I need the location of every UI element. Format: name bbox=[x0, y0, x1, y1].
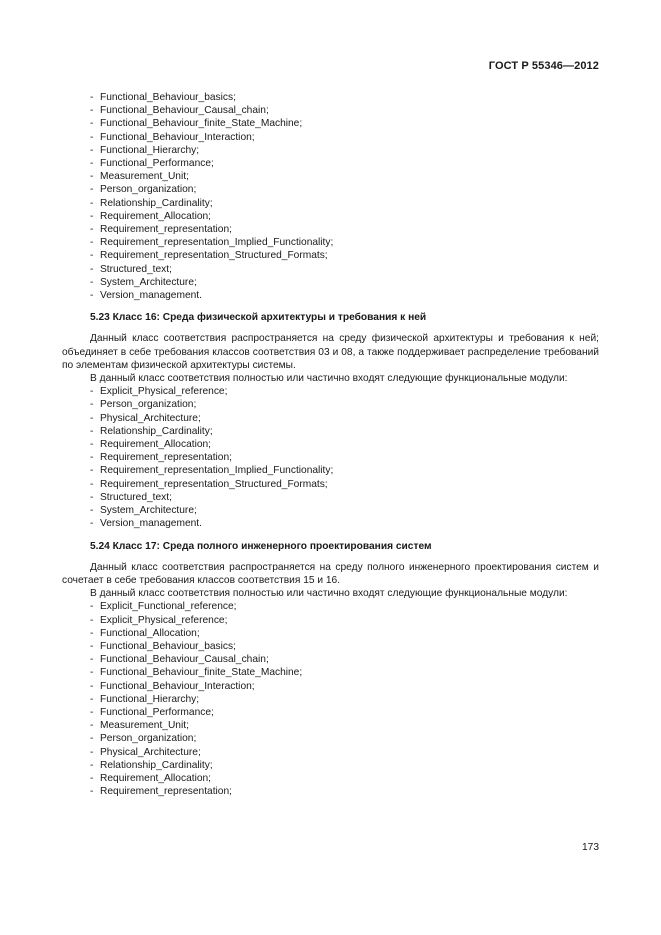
list-item: - System_Architecture; bbox=[90, 276, 599, 289]
list-item: - Functional_Behaviour_finite_State_Machine; bbox=[90, 117, 599, 130]
list-item: - Measurement_Unit; bbox=[90, 719, 599, 732]
list-item: - Requirement_representation_Implied_Functionality; bbox=[90, 464, 599, 477]
list-item: - Functional_Performance; bbox=[90, 157, 599, 170]
module-list-continued bbox=[62, 91, 599, 302]
list-item: - Functional_Behaviour_basics; bbox=[90, 640, 599, 653]
section-5-24-paragraph-2: В данный класс соответствия полностью или частично входят следующие функциональные модули: bbox=[90, 588, 568, 600]
list-item: - Relationship_Cardinality; bbox=[90, 425, 599, 438]
list-item: - Functional_Behaviour_Causal_chain; bbox=[90, 104, 599, 117]
list-item: - Explicit_Physical_reference; bbox=[90, 614, 599, 627]
list-item: - Explicit_Functional_reference; bbox=[90, 600, 599, 613]
list-item: - Version_management. bbox=[90, 517, 599, 530]
list-item: - Functional_Hierarchy; bbox=[90, 693, 599, 706]
section-heading-5-23: 5.23 Класс 16: Среда физической архитектуры и требования к ней bbox=[90, 312, 427, 324]
list-item: - Physical_Architecture; bbox=[90, 412, 599, 425]
list-item: - Functional_Behaviour_Interaction; bbox=[90, 680, 599, 693]
list-item: - Functional_Behaviour_finite_State_Machine; bbox=[90, 666, 599, 679]
module-list-5-24 bbox=[62, 600, 599, 798]
list-item: - Explicit_Physical_reference; bbox=[90, 385, 599, 398]
list-item: - Person_organization; bbox=[90, 183, 599, 196]
list-item: - Requirement_Allocation; bbox=[90, 438, 599, 451]
list-item: - Structured_text; bbox=[90, 263, 599, 276]
module-list-5-23 bbox=[62, 385, 599, 530]
list-item: - Relationship_Cardinality; bbox=[90, 197, 599, 210]
list-item: - Requirement_representation_Structured_Formats; bbox=[90, 249, 599, 262]
list-item: - Functional_Behaviour_Causal_chain; bbox=[90, 653, 599, 666]
section-5-24-paragraph-1: Данный класс соответствия распространяется на среду полного инженерного проектирования систем и сочетает в себе требования классов соответствия 15 и 16. bbox=[62, 561, 599, 586]
list-item: - Requirement_Allocation; bbox=[90, 210, 599, 223]
list-item: - Functional_Behaviour_Interaction; bbox=[90, 131, 599, 144]
section-heading-5-24: 5.24 Класс 17: Среда полного инженерного проектирования систем bbox=[90, 540, 432, 552]
list-item: - Functional_Allocation; bbox=[90, 627, 599, 640]
list-item: - System_Architecture; bbox=[90, 504, 599, 517]
page-number: 173 bbox=[582, 842, 599, 853]
list-item: - Relationship_Cardinality; bbox=[90, 759, 599, 772]
list-item: - Requirement_representation; bbox=[90, 451, 599, 464]
section-5-23-paragraph-2: В данный класс соответствия полностью или частично входят следующие функциональные модули: bbox=[90, 373, 568, 385]
list-item: - Structured_text; bbox=[90, 491, 599, 504]
list-item: - Requirement_Allocation; bbox=[90, 772, 599, 785]
section-5-23-paragraph-1: Данный класс соответствия распространяется на среду физической архитектуры и требования к ней; объединяет в себе требования классов соответствия 03 и 08, а также поддерживает распределение требований по элементам физической архитектуры системы. bbox=[62, 333, 599, 371]
list-item: - Person_organization; bbox=[90, 732, 599, 745]
list-item: - Version_management. bbox=[90, 289, 599, 302]
list-item: - Requirement_representation_Implied_Functionality; bbox=[90, 236, 599, 249]
list-item: - Requirement_representation; bbox=[90, 223, 599, 236]
list-item: - Requirement_representation_Structured_Formats; bbox=[90, 478, 599, 491]
page-content bbox=[62, 91, 599, 798]
list-item: - Person_organization; bbox=[90, 398, 599, 411]
list-item: - Functional_Performance; bbox=[90, 706, 599, 719]
list-item: - Physical_Architecture; bbox=[90, 746, 599, 759]
document-header: ГОСТ Р 55346—2012 bbox=[488, 60, 599, 72]
list-item: - Measurement_Unit; bbox=[90, 170, 599, 183]
list-item: - Requirement_representation; bbox=[90, 785, 599, 798]
list-item: - Functional_Hierarchy; bbox=[90, 144, 599, 157]
list-item: - Functional_Behaviour_basics; bbox=[90, 91, 599, 104]
